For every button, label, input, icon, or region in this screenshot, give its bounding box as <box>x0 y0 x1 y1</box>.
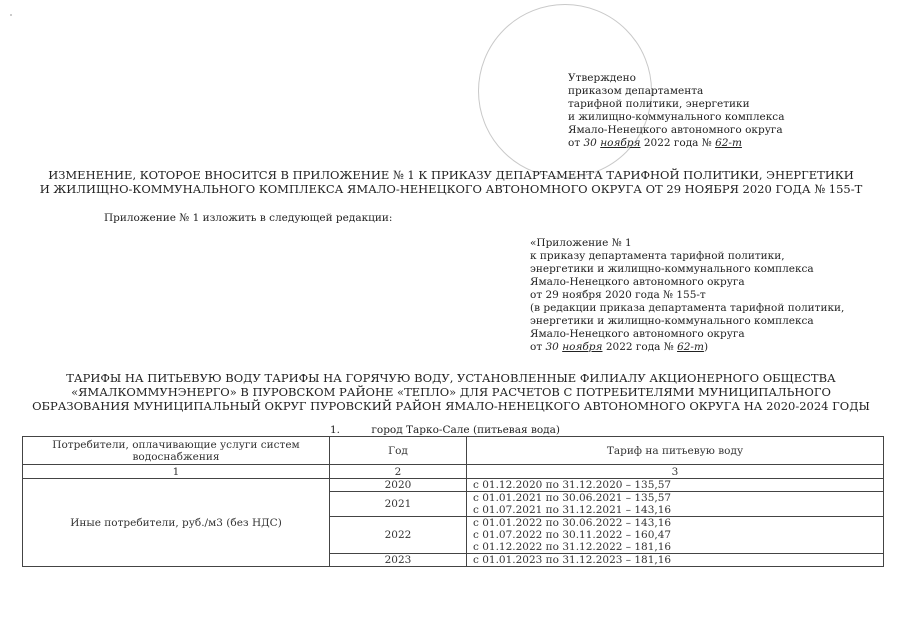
appendix-date-line <box>530 341 890 354</box>
appendix-line: от 29 ноября 2020 года № 155-т <box>530 289 706 301</box>
appendix-line: «Приложение № 1 <box>530 237 632 249</box>
tariff-cell <box>467 479 884 492</box>
appendix-date-day: 30 <box>545 341 559 353</box>
tariff-period: с 01.07.2022 по 30.11.2022 – 160,47 <box>473 529 672 541</box>
column-number: 3 <box>467 465 884 479</box>
appendix-line: Ямало-Ненецкого автономного округа <box>530 276 745 288</box>
approval-date-day: 30 <box>583 137 597 149</box>
change-title <box>20 168 882 196</box>
approval-line: приказом департамента <box>568 85 704 97</box>
change-title-line: ИЗМЕНЕНИЕ, КОТОРОЕ ВНОСИТСЯ В ПРИЛОЖЕНИЕ № 1 К ПРИКАЗУ ДЕПАРТАМЕНТА ТАРИФНОЙ ПОЛИТИКИ, ЭНЕРГЕТИКИ <box>48 168 854 182</box>
scan-speck <box>10 14 12 16</box>
approval-date-month: ноября <box>600 137 641 149</box>
column-number: 1 <box>23 465 330 479</box>
table-number-row <box>23 465 884 479</box>
approval-line: и жилищно-коммунального комплекса <box>568 111 785 123</box>
header-tariff: Тариф на питьевую воду <box>467 437 884 465</box>
approval-line: тарифной политики, энергетики <box>568 98 750 110</box>
tariff-title <box>20 371 882 413</box>
tariff-cell <box>467 517 884 554</box>
column-number: 2 <box>330 465 467 479</box>
tariff-period: с 01.01.2023 по 31.12.2023 – 181,16 <box>473 554 672 566</box>
approval-number: 62-т <box>715 137 742 149</box>
section-heading <box>330 424 560 436</box>
approval-date-suffix: 2022 года № <box>643 137 712 149</box>
appendix-line: энергетики и жилищно-коммунального комплекса <box>530 263 814 275</box>
appendix-block <box>530 237 890 354</box>
appendix-line: (в редакции приказа департамента тарифной политики, <box>530 302 845 314</box>
tariff-title-line: ОБРАЗОВАНИЯ МУНИЦИПАЛЬНЫЙ ОКРУГ ПУРОВСКИЙ РАЙОН ЯМАЛО-НЕНЕЦКОГО АВТОНОМНОГО ОКРУГА НА 2020-2024 ГОДЫ <box>32 399 870 413</box>
tariff-cell <box>467 554 884 567</box>
section-number: 1. <box>330 424 341 436</box>
year-cell: 2023 <box>330 554 467 567</box>
change-title-line: И ЖИЛИЩНО-КОММУНАЛЬНОГО КОМПЛЕКСА ЯМАЛО-НЕНЕЦКОГО АВТОНОМНОГО ОКРУГА ОТ 29 НОЯБРЯ 2020 ГОДА № 155-Т <box>39 182 863 196</box>
approval-date-line <box>568 137 868 150</box>
year-cell: 2020 <box>330 479 467 492</box>
tariff-period: с 01.12.2020 по 31.12.2020 – 135,57 <box>473 479 672 491</box>
table-row <box>23 479 884 492</box>
appendix-date-month: ноября <box>562 341 603 353</box>
appendix-line: Ямало-Ненецкого автономного округа <box>530 328 745 340</box>
appendix-line: к приказу департамента тарифной политики, <box>530 250 785 262</box>
table-header-row <box>23 437 884 465</box>
header-year: Год <box>330 437 467 465</box>
appendix-date-prefix: от <box>530 341 543 353</box>
tariff-cell <box>467 492 884 517</box>
consumer-group-cell: Иные потребители, руб./м3 (без НДС) <box>23 479 330 567</box>
approval-date-prefix: от <box>568 137 581 149</box>
appendix-date-suffix: 2022 года № <box>605 341 674 353</box>
tariff-table <box>22 436 884 567</box>
approval-block <box>568 72 868 150</box>
tariff-period: с 01.01.2021 по 30.06.2021 – 135,57 <box>473 492 672 504</box>
tariff-title-line: «ЯМАЛКОММУНЭНЕРГО» В ПУРОВСКОМ РАЙОНЕ «ТЕПЛО» ДЛЯ РАСЧЕТОВ С ПОТРЕБИТЕЛЯМИ МУНИЦИПАЛЬНОГО <box>71 385 831 399</box>
tariff-title-line: ТАРИФЫ НА ПИТЬЕВУЮ ВОДУ ТАРИФЫ НА ГОРЯЧУЮ ВОДУ, УСТАНОВЛЕННЫЕ ФИЛИАЛУ АКЦИОНЕРНОГО ОБЩЕСТВА <box>66 371 836 385</box>
appendix-line: энергетики и жилищно-коммунального комплекса <box>530 315 814 327</box>
year-cell: 2022 <box>330 517 467 554</box>
tariff-period: с 01.12.2022 по 31.12.2022 – 181,16 <box>473 541 672 553</box>
tariff-period: с 01.07.2021 по 31.12.2021 – 143,16 <box>473 504 672 516</box>
section-title: город Тарко-Сале (питьевая вода) <box>371 424 560 436</box>
lead-text: Приложение № 1 изложить в следующей редакции: <box>104 212 393 224</box>
approval-line: Утверждено <box>568 72 636 84</box>
approval-line: Ямало-Ненецкого автономного округа <box>568 124 783 136</box>
appendix-number: 62-т <box>677 341 704 353</box>
year-cell: 2021 <box>330 492 467 517</box>
appendix-close: ) <box>703 341 709 353</box>
tariff-period: с 01.01.2022 по 30.06.2022 – 143,16 <box>473 517 672 529</box>
header-consumers: Потребители, оплачивающие услуги систем водоснабжения <box>23 437 330 465</box>
